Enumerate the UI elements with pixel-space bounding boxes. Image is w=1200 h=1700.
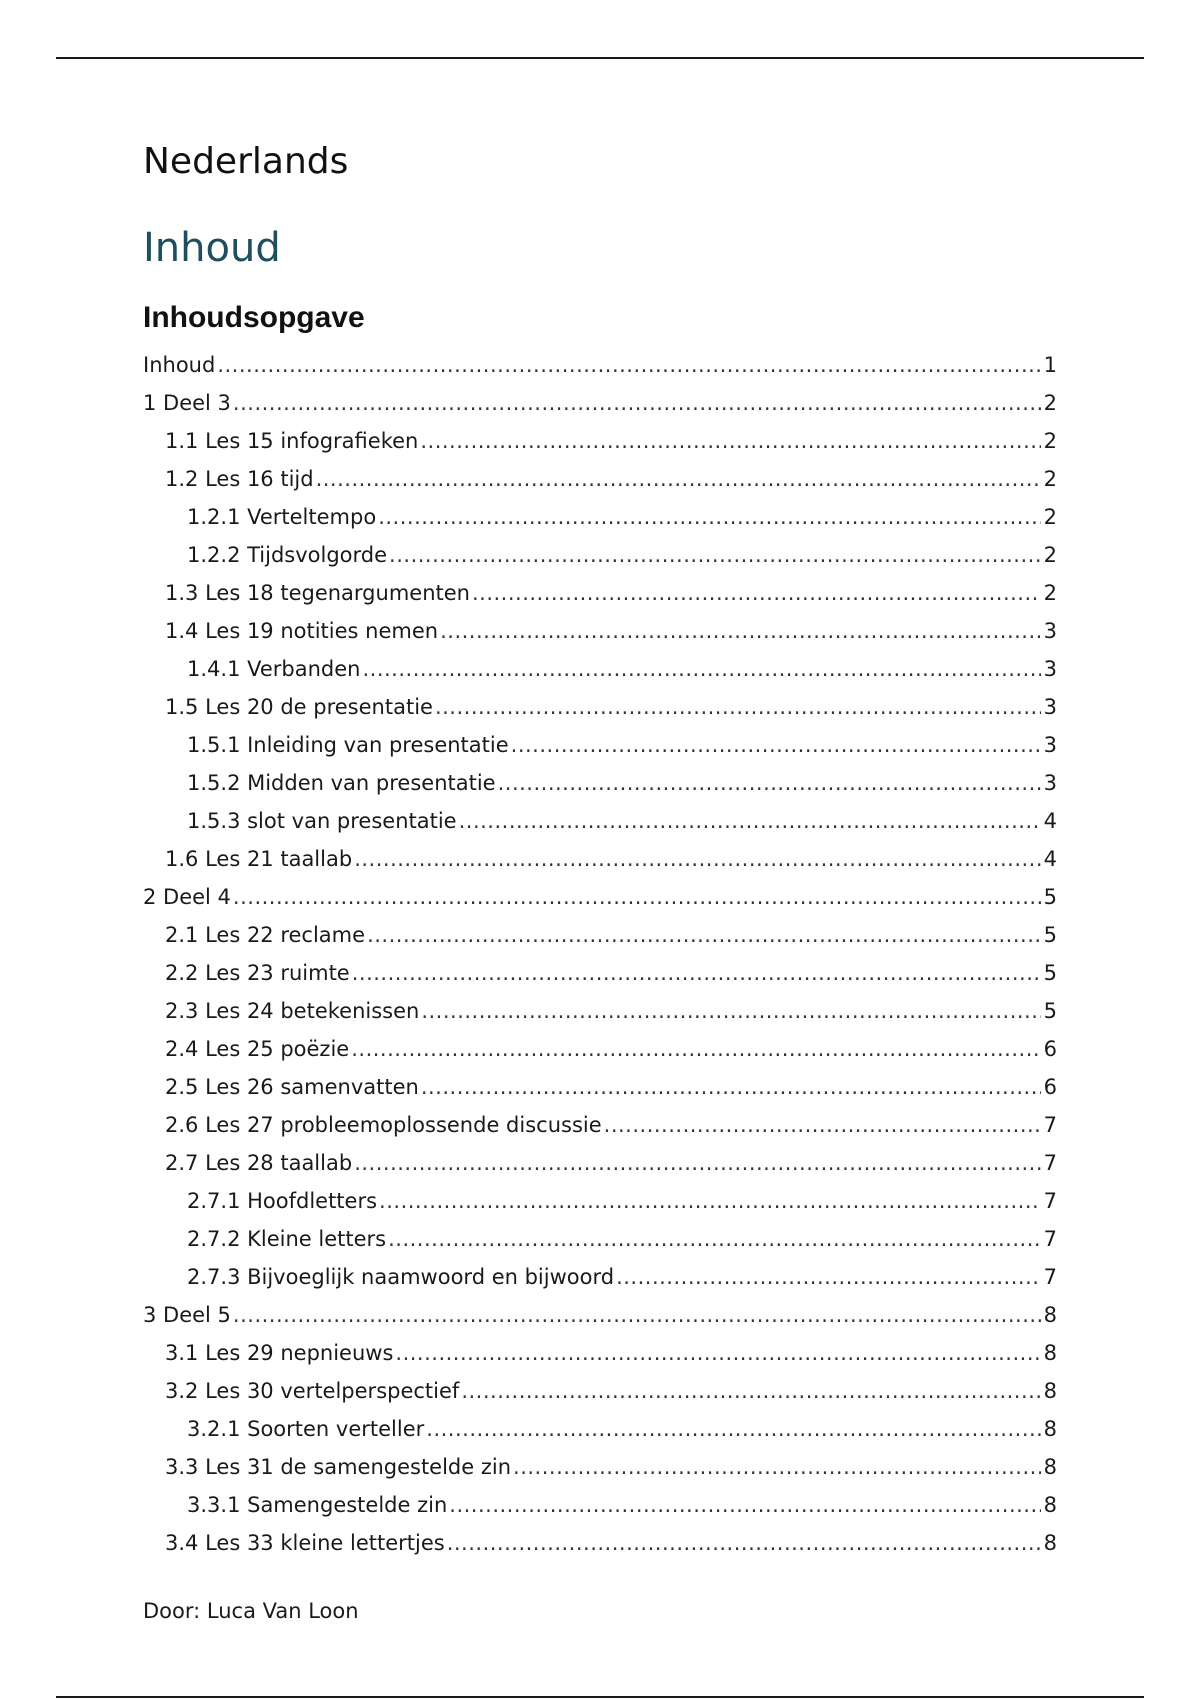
toc-entry[interactable]	[143, 1258, 1057, 1296]
toc-dot-leader	[616, 1258, 1041, 1296]
toc-entry[interactable]	[143, 916, 1057, 954]
toc-page-number: 3	[1043, 619, 1057, 643]
toc-dot-leader	[426, 1410, 1041, 1448]
toc-entry[interactable]	[143, 1296, 1057, 1334]
toc-page-number: 8	[1043, 1303, 1057, 1327]
toc-entry[interactable]	[143, 536, 1057, 574]
header-rule	[56, 57, 1144, 59]
toc-entry-title: 1.5.1 Inleiding van presentatie	[187, 733, 509, 757]
toc-page-number: 1	[1043, 353, 1057, 377]
toc-entry[interactable]	[143, 422, 1057, 460]
toc-page-number: 5	[1043, 923, 1057, 947]
toc-page-number: 7	[1043, 1227, 1057, 1251]
toc-dot-leader	[472, 574, 1041, 612]
toc-entry-title: 3.1 Les 29 nepnieuws	[165, 1341, 394, 1365]
toc-dot-leader	[233, 1296, 1041, 1334]
toc-entry-title: 1.4 Les 19 notities nemen	[165, 619, 439, 643]
toc-entry-title: 3 Deel 5	[143, 1303, 231, 1327]
toc-entry[interactable]	[143, 992, 1057, 1030]
toc-dot-leader	[378, 498, 1041, 536]
footer-rule	[56, 1696, 1144, 1698]
toc-entry-title: 2.3 Les 24 betekenissen	[165, 999, 420, 1023]
toc-page-number: 7	[1043, 1113, 1057, 1137]
toc-page-number: 7	[1043, 1151, 1057, 1175]
toc-dot-leader	[233, 878, 1041, 916]
toc-dot-leader	[316, 460, 1041, 498]
toc-entry[interactable]	[143, 802, 1057, 840]
toc-dot-leader	[435, 688, 1041, 726]
toc-heading: Inhoudsopgave	[143, 301, 365, 334]
toc-page-number: 8	[1043, 1417, 1057, 1441]
toc-dot-leader	[389, 536, 1041, 574]
table-of-contents	[143, 346, 1057, 1562]
toc-entry-title: 1.3 Les 18 tegenargumenten	[165, 581, 470, 605]
toc-page-number: 7	[1043, 1189, 1057, 1213]
toc-entry-title: 2.7 Les 28 taallab	[165, 1151, 353, 1175]
toc-dot-leader	[421, 1068, 1041, 1106]
toc-entry[interactable]	[143, 1068, 1057, 1106]
toc-entry-title: 3.3.1 Samengestelde zin	[187, 1493, 448, 1517]
toc-entry[interactable]	[143, 612, 1057, 650]
toc-dot-leader	[498, 764, 1041, 802]
toc-page-number: 2	[1043, 467, 1057, 491]
toc-dot-leader	[367, 916, 1041, 954]
toc-page-number: 6	[1043, 1037, 1057, 1061]
toc-dot-leader	[352, 954, 1041, 992]
toc-page-number: 2	[1043, 543, 1057, 567]
toc-page-number: 3	[1043, 657, 1057, 681]
toc-dot-leader	[604, 1106, 1041, 1144]
toc-page-number: 2	[1043, 505, 1057, 529]
toc-entry-title: 1.2.2 Tijdsvolgorde	[187, 543, 388, 567]
toc-entry-title: 2.1 Les 22 reclame	[165, 923, 366, 947]
toc-entry-title: 1.5 Les 20 de presentatie	[165, 695, 433, 719]
toc-entry-title: 3.4 Les 33 kleine lettertjes	[165, 1531, 445, 1555]
toc-dot-leader	[449, 1486, 1041, 1524]
toc-dot-leader	[440, 612, 1041, 650]
toc-dot-leader	[354, 1144, 1041, 1182]
toc-page-number: 4	[1043, 809, 1057, 833]
toc-dot-leader	[513, 1448, 1041, 1486]
toc-entry[interactable]	[143, 840, 1057, 878]
toc-entry-title: 1.4.1 Verbanden	[187, 657, 361, 681]
toc-dot-leader	[461, 1372, 1041, 1410]
document-title: Nederlands	[143, 141, 349, 182]
toc-page-number: 3	[1043, 695, 1057, 719]
toc-entry-title: 1.2 Les 16 tijd	[165, 467, 314, 491]
toc-entry-title: 2.7.2 Kleine letters	[187, 1227, 387, 1251]
toc-dot-leader	[354, 840, 1041, 878]
toc-dot-leader	[511, 726, 1041, 764]
toc-dot-leader	[388, 1220, 1041, 1258]
toc-entry[interactable]	[143, 1410, 1057, 1448]
toc-page-number: 5	[1043, 961, 1057, 985]
toc-dot-leader	[420, 422, 1041, 460]
toc-dot-leader	[379, 1182, 1041, 1220]
toc-dot-leader	[362, 650, 1041, 688]
toc-page-number: 3	[1043, 771, 1057, 795]
toc-entry[interactable]	[143, 1372, 1057, 1410]
toc-dot-leader	[395, 1334, 1041, 1372]
toc-entry[interactable]	[143, 346, 1057, 384]
toc-entry[interactable]	[143, 1144, 1057, 1182]
toc-entry[interactable]	[143, 878, 1057, 916]
toc-entry[interactable]	[143, 1524, 1057, 1562]
toc-entry[interactable]	[143, 764, 1057, 802]
toc-entry-title: 1.5.3 slot van presentatie	[187, 809, 457, 833]
toc-entry-title: 2.7.3 Bijvoeglijk naamwoord en bijwoord	[187, 1265, 615, 1289]
toc-entry[interactable]	[143, 460, 1057, 498]
toc-entry-title: 3.2 Les 30 vertelperspectief	[165, 1379, 460, 1403]
toc-entry-title: Inhoud	[143, 353, 216, 377]
toc-entry[interactable]	[143, 384, 1057, 422]
toc-entry-title: 2.5 Les 26 samenvatten	[165, 1075, 419, 1099]
author-line: Door: Luca Van Loon	[143, 1599, 359, 1623]
toc-entry-title: 2.6 Les 27 probleemoplossende discussie	[165, 1113, 602, 1137]
toc-entry[interactable]	[143, 954, 1057, 992]
toc-page-number: 4	[1043, 847, 1057, 871]
toc-entry-title: 2.2 Les 23 ruimte	[165, 961, 350, 985]
toc-entry-title: 3.2.1 Soorten verteller	[187, 1417, 425, 1441]
toc-entry-title: 2.4 Les 25 poëzie	[165, 1037, 350, 1061]
toc-entry[interactable]	[143, 1182, 1057, 1220]
toc-page-number: 3	[1043, 733, 1057, 757]
toc-entry[interactable]	[143, 1220, 1057, 1258]
toc-entry-title: 1 Deel 3	[143, 391, 231, 415]
toc-entry[interactable]	[143, 1334, 1057, 1372]
section-heading: Inhoud	[143, 225, 281, 271]
toc-page-number: 8	[1043, 1531, 1057, 1555]
toc-entry[interactable]	[143, 1030, 1057, 1068]
toc-dot-leader	[233, 384, 1041, 422]
toc-dot-leader	[217, 346, 1041, 384]
toc-entry[interactable]	[143, 1106, 1057, 1144]
toc-dot-leader	[447, 1524, 1041, 1562]
toc-page-number: 2	[1043, 581, 1057, 605]
toc-page-number: 2	[1043, 429, 1057, 453]
toc-entry-title: 1.2.1 Verteltempo	[187, 505, 377, 529]
toc-entry[interactable]	[143, 498, 1057, 536]
toc-dot-leader	[351, 1030, 1041, 1068]
toc-entry-title: 1.6 Les 21 taallab	[165, 847, 353, 871]
toc-page-number: 8	[1043, 1379, 1057, 1403]
toc-entry[interactable]	[143, 688, 1057, 726]
toc-page-number: 8	[1043, 1455, 1057, 1479]
toc-dot-leader	[459, 802, 1041, 840]
toc-page-number: 6	[1043, 1075, 1057, 1099]
toc-page-number: 8	[1043, 1341, 1057, 1365]
toc-entry-title: 2.7.1 Hoofdletters	[187, 1189, 378, 1213]
toc-entry[interactable]	[143, 1448, 1057, 1486]
toc-dot-leader	[421, 992, 1041, 1030]
toc-entry[interactable]	[143, 574, 1057, 612]
toc-page-number: 7	[1043, 1265, 1057, 1289]
toc-page-number: 2	[1043, 391, 1057, 415]
toc-page-number: 8	[1043, 1493, 1057, 1517]
toc-entry-title: 1.5.2 Midden van presentatie	[187, 771, 496, 795]
toc-entry-title: 1.1 Les 15 infografieken	[165, 429, 419, 453]
toc-entry[interactable]	[143, 726, 1057, 764]
toc-entry[interactable]	[143, 650, 1057, 688]
toc-entry-title: 3.3 Les 31 de samengestelde zin	[165, 1455, 512, 1479]
toc-page-number: 5	[1043, 885, 1057, 909]
toc-entry[interactable]	[143, 1486, 1057, 1524]
toc-page-number: 5	[1043, 999, 1057, 1023]
toc-entry-title: 2 Deel 4	[143, 885, 231, 909]
